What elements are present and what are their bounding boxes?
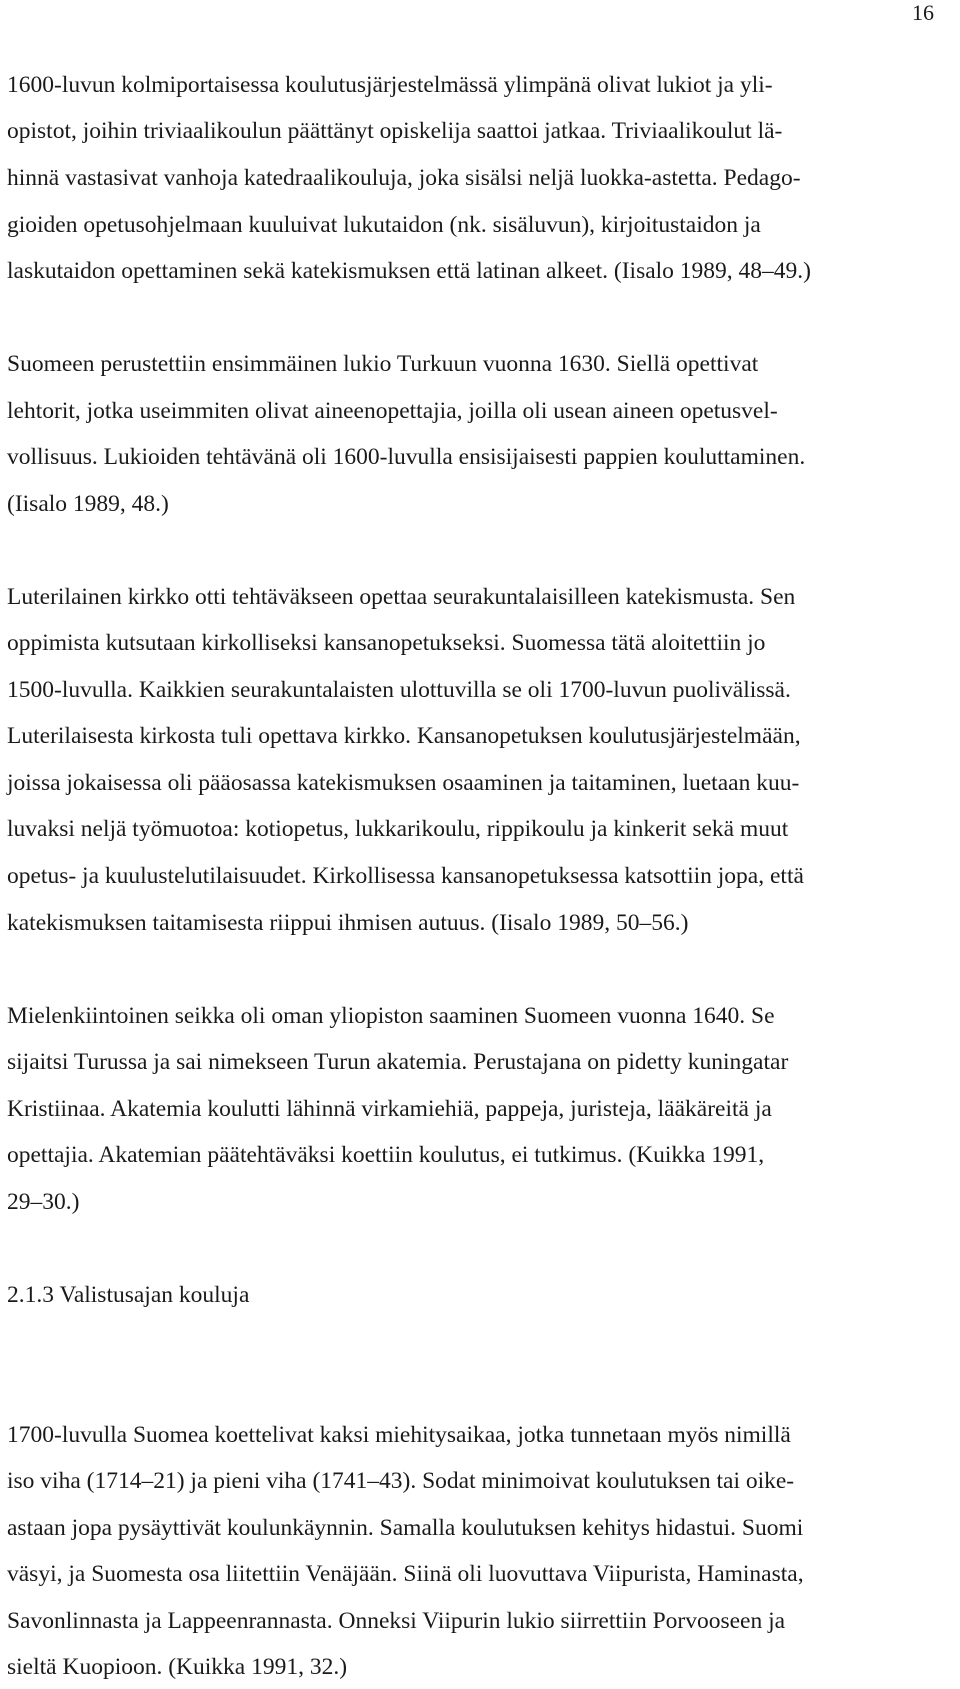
text-line: laskutaidon opettaminen sekä katekismuksen että latinan alkeet. (Iisalo 1989, 48–49.) <box>7 258 812 284</box>
text-line: opistot, joihin triviaalikoulun päättänyt opiskelija saattoi jatkaa. Triviaalikoulut lä- <box>7 118 783 144</box>
text-line: astaan jopa pysäyttivät koulunkäynnin. Samalla koulutuksen kehitys hidastui. Suomi <box>7 1515 804 1541</box>
text-line: katekismuksen taitamisesta riippui ihmisen autuus. (Iisalo 1989, 50–56.) <box>7 910 689 936</box>
text-line: 1600-luvun kolmiportaisessa koulutusjärjestelmässä ylimpänä olivat lukiot ja yli- <box>7 72 773 98</box>
text-line: Savonlinnasta ja Lappeenrannasta. Onneksi Viipurin lukio siirrettiin Porvooseen ja <box>7 1608 786 1634</box>
text-line: 1700-luvulla Suomea koettelivat kaksi miehitysaikaa, jotka tunnetaan myös nimillä <box>7 1422 791 1448</box>
text-line: Mielenkiintoinen seikka oli oman yliopiston saaminen Suomeen vuonna 1640. Se <box>7 1003 775 1029</box>
text-line: joissa jokaisessa oli pääosassa katekismuksen osaaminen ja taitaminen, luetaan kuu- <box>7 770 800 796</box>
text-line: oppimista kutsutaan kirkolliseksi kansanopetukseksi. Suomessa tätä aloitettiin jo <box>7 630 766 656</box>
text-line: opetus- ja kuulustelutilaisuudet. Kirkollisessa kansanopetuksessa katsottiin jopa, että <box>7 863 804 889</box>
text-line: opettajia. Akatemian päätehtäväksi koettiin koulutus, ei tutkimus. (Kuikka 1991, <box>7 1142 765 1168</box>
text-line: Luterilainen kirkko otti tehtäväkseen opettaa seurakuntalaisilleen katekismusta. Sen <box>7 584 796 610</box>
text-line: väsyi, ja Suomesta osa liitettiin Venäjään. Siinä oli luovuttava Viipurista, Haminasta, <box>7 1561 804 1587</box>
text-line: Luterilaisesta kirkosta tuli opettava kirkko. Kansanopetuksen koulutusjärjestelmään, <box>7 723 801 749</box>
text-line: sijaitsi Turussa ja sai nimekseen Turun akatemia. Perustajana on pidetty kuningatar <box>7 1049 789 1075</box>
page-number: 16 <box>912 0 934 25</box>
text-line: gioiden opetusohjelmaan kuuluivat lukutaidon (nk. sisäluvun), kirjoitustaidon ja <box>7 212 761 238</box>
text-line: Suomeen perustettiin ensimmäinen lukio Turkuun vuonna 1630. Siellä opettivat <box>7 351 759 377</box>
text-line: 29–30.) <box>7 1189 80 1215</box>
text-line: lehtorit, jotka useimmiten olivat aineenopettajia, joilla oli usean aineen opetusvel- <box>7 398 778 424</box>
text-line: sieltä Kuopioon. (Kuikka 1991, 32.) <box>7 1654 348 1680</box>
text-line: iso viha (1714–21) ja pieni viha (1741–43). Sodat minimoivat koulutuksen tai oike- <box>7 1468 795 1494</box>
section-heading: 2.1.3 Valistusajan kouluja <box>7 1282 250 1308</box>
text-line: 1500-luvulla. Kaikkien seurakuntalaisten ulottuvilla se oli 1700-luvun puolivälissä. <box>7 677 791 703</box>
text-line: Kristiinaa. Akatemia koulutti lähinnä virkamiehiä, pappeja, juristeja, lääkäreitä ja <box>7 1096 772 1122</box>
text-line: luvaksi neljä työmuotoa: kotiopetus, lukkarikoulu, rippikoulu ja kinkerit sekä muut <box>7 816 789 842</box>
text-line: vollisuus. Lukioiden tehtävänä oli 1600-luvulla ensisijaisesti pappien kouluttaminen. <box>7 444 806 470</box>
text-line: hinnä vastasivat vanhoja katedraalikouluja, joka sisälsi neljä luokka-astetta. Pedago- <box>7 165 801 191</box>
text-line: (Iisalo 1989, 48.) <box>7 491 169 517</box>
